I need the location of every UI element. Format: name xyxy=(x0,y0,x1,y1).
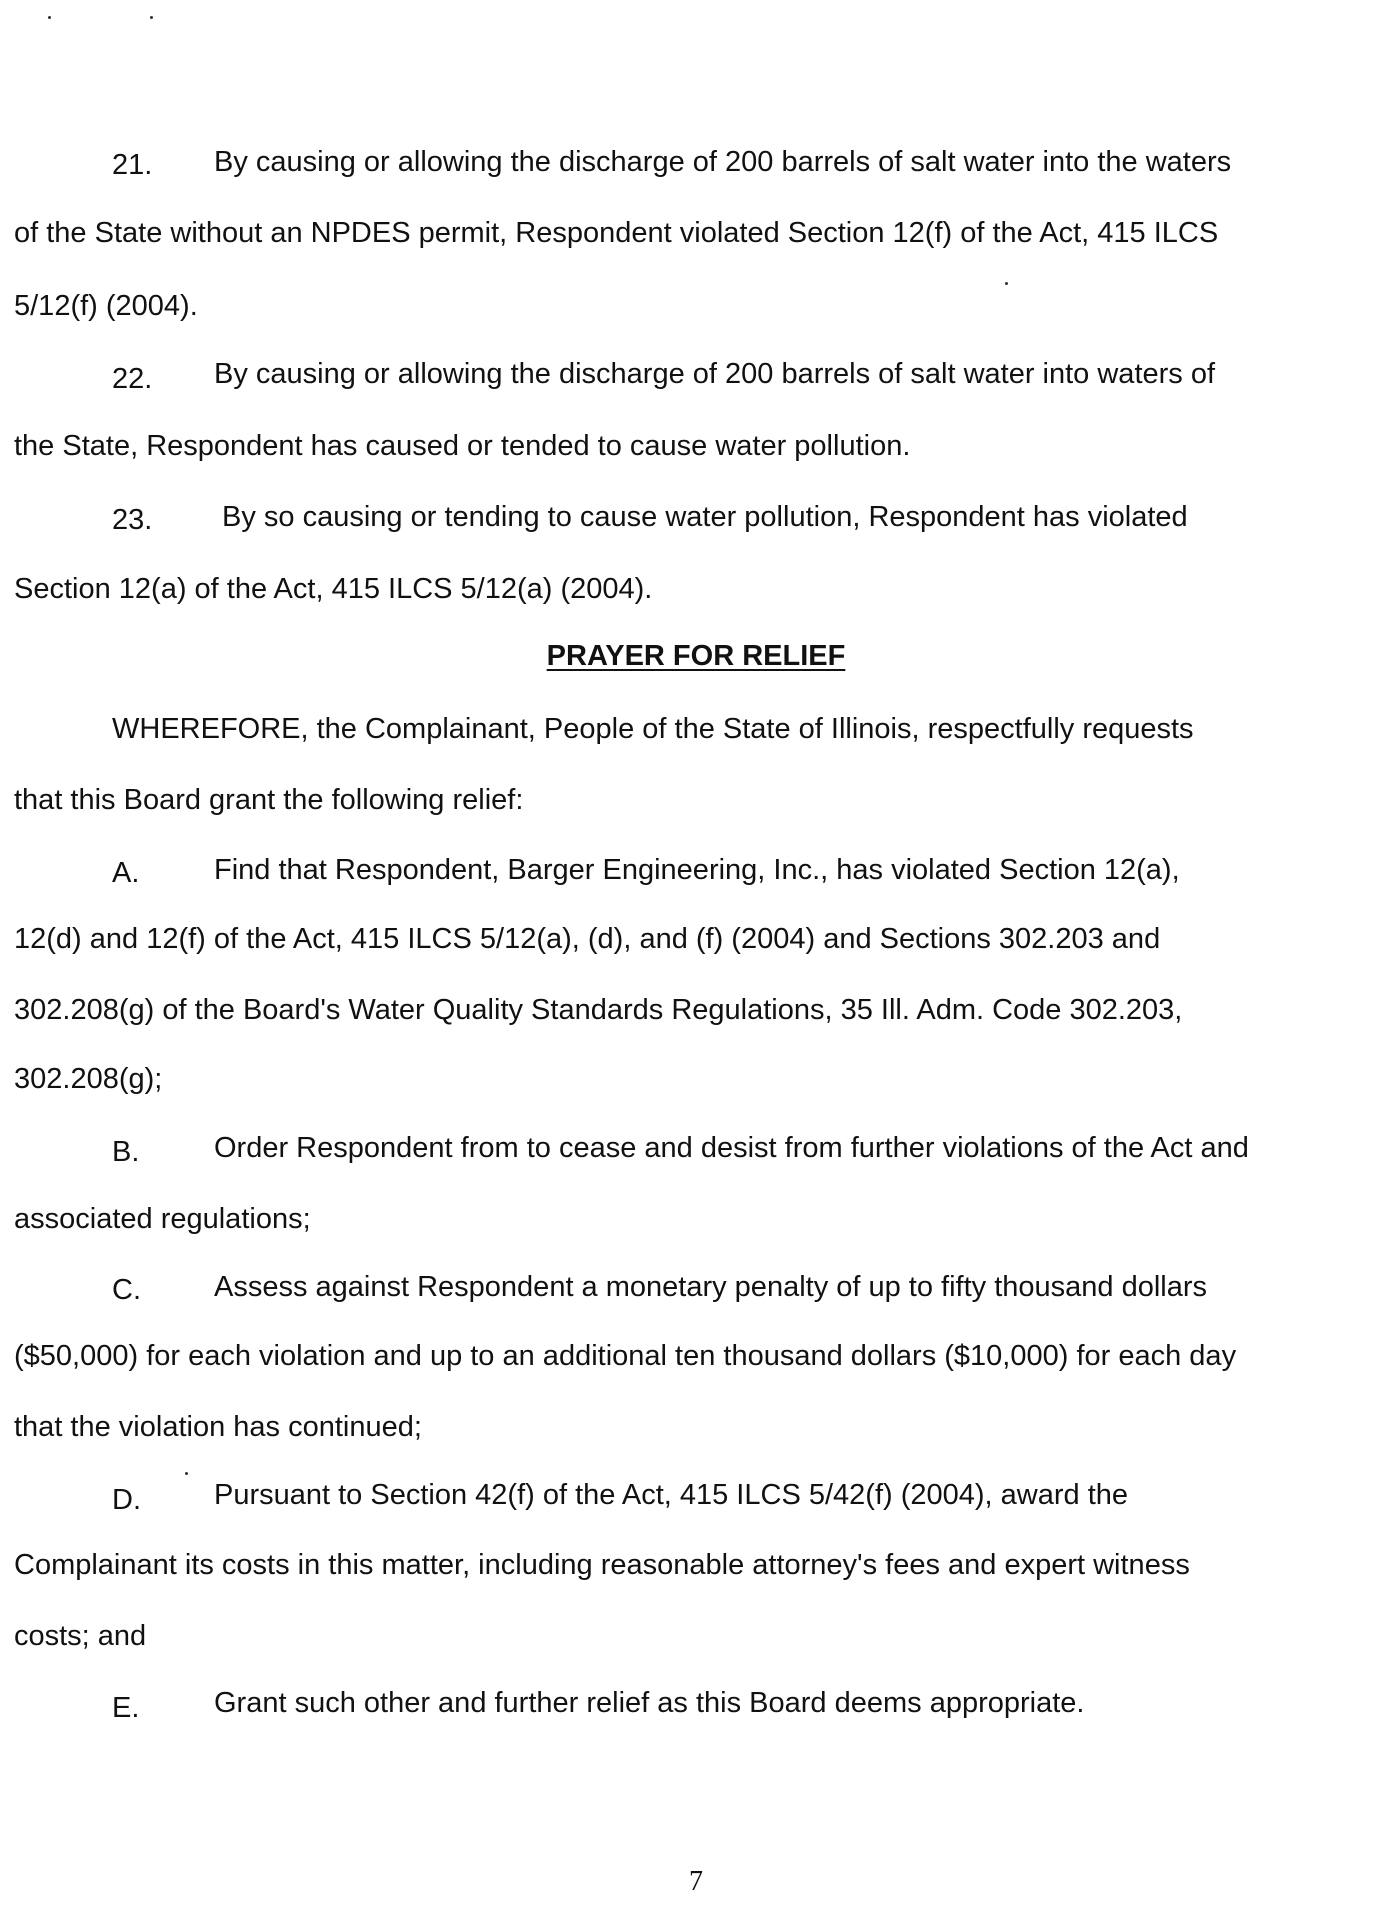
paragraph-text: By causing or allowing the discharge of 200 barrels of salt water into the waters xyxy=(214,146,1232,178)
relief-letter: E. xyxy=(112,1692,140,1724)
relief-text: 12(d) and 12(f) of the Act, 415 ILCS 5/12(a), (d), and (f) (2004) and Sections 302.203 and xyxy=(14,923,1161,955)
scan-speck xyxy=(150,16,153,19)
section-heading: PRAYER FOR RELIEF xyxy=(546,640,846,672)
wherefore-text: WHEREFORE, the Complainant, People of the State of Illinois, respectfully requests xyxy=(112,713,1194,745)
relief-text: Find that Respondent, Barger Engineering, Inc., has violated Section 12(a), xyxy=(214,854,1180,886)
paragraph-number: 21. xyxy=(112,149,153,181)
relief-text: 302.208(g); xyxy=(14,1063,163,1095)
relief-text: Grant such other and further relief as this Board deems appropriate. xyxy=(214,1687,1085,1719)
wherefore-text: that this Board grant the following relief: xyxy=(14,784,524,816)
scan-speck xyxy=(1005,282,1008,285)
relief-text: associated regulations; xyxy=(14,1203,311,1235)
relief-letter: A. xyxy=(112,857,140,889)
paragraph-number: 23. xyxy=(112,504,153,536)
paragraph-text: By so causing or tending to cause water pollution, Respondent has violated xyxy=(222,501,1188,533)
relief-text: Pursuant to Section 42(f) of the Act, 415 ILCS 5/42(f) (2004), award the xyxy=(214,1479,1129,1511)
paragraph-text: of the State without an NPDES permit, Respondent violated Section 12(f) of the Act, 415 ILCS xyxy=(14,217,1219,249)
relief-text: Order Respondent from to cease and desist from further violations of the Act and xyxy=(214,1132,1249,1164)
paragraph-text: Section 12(a) of the Act, 415 ILCS 5/12(a) (2004). xyxy=(14,573,653,605)
relief-text: Assess against Respondent a monetary penalty of up to fifty thousand dollars xyxy=(214,1271,1208,1303)
relief-text: Complainant its costs in this matter, including reasonable attorney's fees and expert witness xyxy=(14,1549,1190,1581)
paragraph-text: the State, Respondent has caused or tended to cause water pollution. xyxy=(14,430,911,462)
relief-text: 302.208(g) of the Board's Water Quality Standards Regulations, 35 Ill. Adm. Code 302.203, xyxy=(14,994,1183,1026)
relief-letter: C. xyxy=(112,1274,141,1306)
page-number: 7 xyxy=(689,1866,703,1897)
paragraph-text: 5/12(f) (2004). xyxy=(14,290,198,322)
paragraph-number: 22. xyxy=(112,363,153,395)
relief-text: that the violation has continued; xyxy=(14,1411,422,1443)
paragraph-text: By causing or allowing the discharge of 200 barrels of salt water into waters of xyxy=(214,358,1216,390)
relief-letter: D. xyxy=(112,1484,141,1516)
scan-speck xyxy=(48,16,51,19)
relief-letter: B. xyxy=(112,1136,140,1168)
relief-text: ($50,000) for each violation and up to an additional ten thousand dollars ($10,000) for each day xyxy=(14,1340,1237,1372)
relief-text: costs; and xyxy=(14,1620,147,1652)
scan-speck xyxy=(185,1472,188,1475)
